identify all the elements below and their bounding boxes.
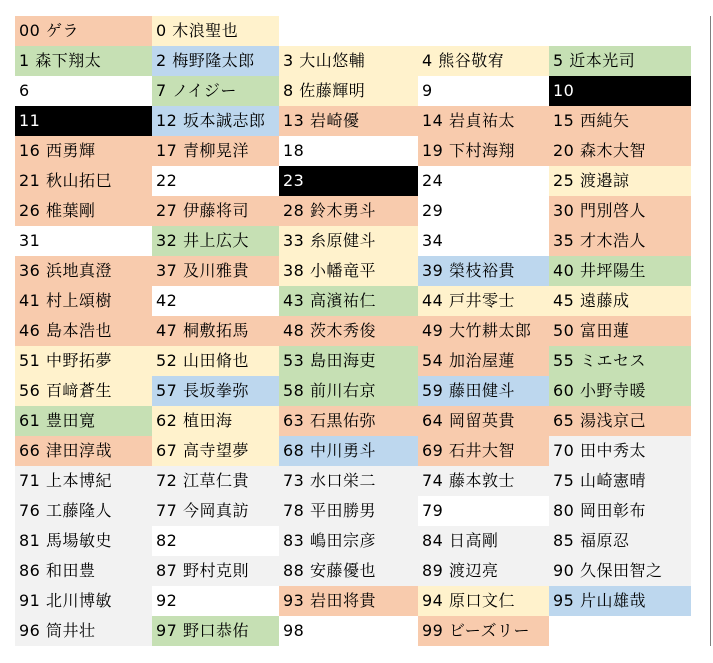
empty-cell [549,616,691,646]
roster-cell: 32 井上広大 [152,226,279,256]
roster-cell: 63 石黒佑弥 [279,406,418,436]
roster-cell: 78 平田勝男 [279,496,418,526]
roster-cell: 59 藤田健斗 [418,376,549,406]
roster-cell: 69 石井大智 [418,436,549,466]
roster-cell: 15 西純矢 [549,106,691,136]
roster-cell: 57 長坂拳弥 [152,376,279,406]
roster-cell: 84 日高剛 [418,526,549,556]
roster-cell: 55 ミエセス [549,346,691,376]
roster-cell: 70 田中秀太 [549,436,691,466]
roster-cell: 41 村上頌樹 [15,286,152,316]
roster-cell: 6 [15,76,152,106]
roster-cell: 92 [152,586,279,616]
roster-cell: 22 [152,166,279,196]
roster-cell: 39 榮枝裕貴 [418,256,549,286]
roster-cell: 77 今岡真訪 [152,496,279,526]
roster-cell: 12 坂本誠志郎 [152,106,279,136]
roster-cell: 47 桐敷拓馬 [152,316,279,346]
empty-cell [418,16,549,46]
roster-cell: 45 遠藤成 [549,286,691,316]
roster-cell: 54 加治屋蓮 [418,346,549,376]
roster-cell: 95 片山雄哉 [549,586,691,616]
roster-cell: 8 佐藤輝明 [279,76,418,106]
roster-cell: 23 [279,166,418,196]
roster-cell: 49 大竹耕太郎 [418,316,549,346]
roster-cell: 85 福原忍 [549,526,691,556]
roster-cell: 18 [279,136,418,166]
empty-cell [549,16,691,46]
roster-cell: 65 湯浅京己 [549,406,691,436]
roster-cell: 00 ゲラ [15,16,152,46]
roster-cell: 52 山田脩也 [152,346,279,376]
roster-cell: 24 [418,166,549,196]
roster-cell: 56 百﨑蒼生 [15,376,152,406]
roster-cell: 51 中野拓夢 [15,346,152,376]
roster-cell: 43 高濱祐仁 [279,286,418,316]
roster-cell: 76 工藤隆人 [15,496,152,526]
roster-cell: 2 梅野隆太郎 [152,46,279,76]
roster-cell: 62 植田海 [152,406,279,436]
roster-cell: 7 ノイジー [152,76,279,106]
roster-cell: 98 [279,616,418,646]
roster-cell: 66 津田淳哉 [15,436,152,466]
roster-cell: 46 島本浩也 [15,316,152,346]
roster-cell: 21 秋山拓巳 [15,166,152,196]
roster-cell: 13 岩崎優 [279,106,418,136]
roster-cell: 96 筒井壮 [15,616,152,646]
roster-cell: 33 糸原健斗 [279,226,418,256]
roster-cell: 27 伊藤将司 [152,196,279,226]
roster-cell: 58 前川右京 [279,376,418,406]
roster-cell: 14 岩貞祐太 [418,106,549,136]
roster-cell: 82 [152,526,279,556]
roster-cell: 83 嶋田宗彦 [279,526,418,556]
empty-cell [279,16,418,46]
roster-cell: 29 [418,196,549,226]
roster-cell: 37 及川雅貴 [152,256,279,286]
roster-table [15,16,700,646]
roster-cell: 25 渡邉諒 [549,166,691,196]
roster-cell: 34 [418,226,549,256]
roster-cell: 53 島田海吏 [279,346,418,376]
roster-cell: 91 北川博敏 [15,586,152,616]
roster-cell: 86 和田豊 [15,556,152,586]
roster-cell: 10 [549,76,691,106]
roster-cell: 75 山崎憲晴 [549,466,691,496]
table-right-border [710,16,711,646]
roster-cell: 90 久保田智之 [549,556,691,586]
roster-cell: 42 [152,286,279,316]
roster-cell: 1 森下翔太 [15,46,152,76]
roster-cell: 3 大山悠輔 [279,46,418,76]
roster-cell: 93 岩田将貴 [279,586,418,616]
roster-cell: 74 藤本敦士 [418,466,549,496]
roster-cell: 9 [418,76,549,106]
roster-cell: 17 青柳晃洋 [152,136,279,166]
roster-cell: 35 才木浩人 [549,226,691,256]
roster-cell: 50 富田蓮 [549,316,691,346]
roster-cell: 80 岡田彰布 [549,496,691,526]
roster-cell: 88 安藤優也 [279,556,418,586]
roster-cell: 94 原口文仁 [418,586,549,616]
roster-cell: 0 木浪聖也 [152,16,279,46]
roster-cell: 64 岡留英貴 [418,406,549,436]
roster-cell: 4 熊谷敬宥 [418,46,549,76]
roster-cell: 48 茨木秀俊 [279,316,418,346]
roster-cell: 97 野口恭佑 [152,616,279,646]
roster-cell: 36 浜地真澄 [15,256,152,286]
roster-cell: 68 中川勇斗 [279,436,418,466]
roster-cell: 11 [15,106,152,136]
roster-cell: 79 [418,496,549,526]
roster-cell: 40 井坪陽生 [549,256,691,286]
roster-cell: 44 戸井零士 [418,286,549,316]
roster-cell: 31 [15,226,152,256]
roster-cell: 19 下村海翔 [418,136,549,166]
roster-cell: 60 小野寺暖 [549,376,691,406]
roster-cell: 30 門別啓人 [549,196,691,226]
roster-cell: 20 森木大智 [549,136,691,166]
roster-cell: 73 水口栄二 [279,466,418,496]
roster-cell: 81 馬場敏史 [15,526,152,556]
roster-cell: 89 渡辺亮 [418,556,549,586]
roster-cell: 5 近本光司 [549,46,691,76]
roster-cell: 72 江草仁貴 [152,466,279,496]
roster-cell: 16 西勇輝 [15,136,152,166]
roster-cell: 26 椎葉剛 [15,196,152,226]
roster-cell: 99 ビーズリー [418,616,549,646]
roster-cell: 87 野村克則 [152,556,279,586]
roster-cell: 38 小幡竜平 [279,256,418,286]
roster-cell: 67 高寺望夢 [152,436,279,466]
roster-cell: 71 上本博紀 [15,466,152,496]
roster-cell: 61 豊田寛 [15,406,152,436]
roster-cell: 28 鈴木勇斗 [279,196,418,226]
